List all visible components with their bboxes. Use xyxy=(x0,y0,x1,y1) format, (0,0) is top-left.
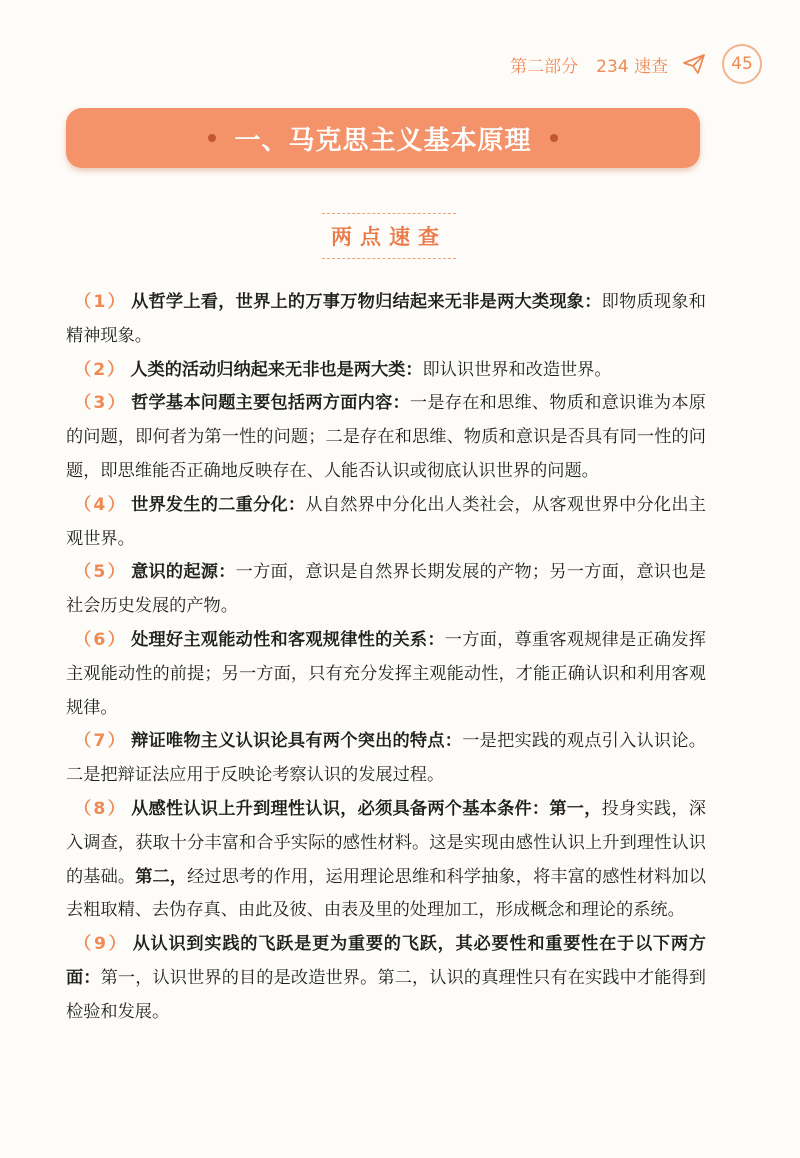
point-number: （2） xyxy=(74,359,127,380)
point-item xyxy=(66,489,706,557)
chapter-title: 一、马克思主义基本原理 xyxy=(234,125,532,156)
point-item xyxy=(66,725,706,793)
section-heading: 两点速查 xyxy=(322,213,456,259)
point-lead: 哲学基本问题主要包括两方面内容： xyxy=(131,393,410,414)
point-number: （6） xyxy=(74,629,128,650)
point-item xyxy=(66,928,706,1029)
book-label: 234 速查 xyxy=(596,56,668,77)
point-number: （7） xyxy=(74,731,128,752)
banner-dot-left xyxy=(208,134,216,142)
point-body: 一方面，意识是自然界长期发展的产物；另一方面，意识也是社会历史发展的产物。 xyxy=(66,562,706,617)
point-number: （9） xyxy=(74,934,129,955)
point-body: 投身实践，深入调查，获取十分丰富和合乎实际的感性材料。这是实现由感性认识上升到理性认识的基础。 xyxy=(66,798,706,887)
point-item xyxy=(66,286,706,354)
point-lead: 辩证唯物主义认识论具有两个突出的特点： xyxy=(131,731,463,752)
point-item xyxy=(66,387,706,488)
page-number: 45 xyxy=(722,44,762,84)
chapter-banner xyxy=(66,108,700,168)
point-body: 一方面，尊重客观规律是正确发挥主观能动性的前提；另一方面，只有充分发挥主观能动性，才能正确认识和利用客观规律。 xyxy=(66,629,706,718)
point-lead: 人类的活动归纳起来无非也是两大类： xyxy=(130,359,423,380)
point-body: 即物质现象和精神现象。 xyxy=(66,292,706,346)
point-item xyxy=(66,793,706,928)
point-lead: 处理好主观能动性和客观规律性的关系： xyxy=(131,629,445,650)
point-body: 从自然界中分化出人类社会，从客观世界中分化出主观世界。 xyxy=(66,494,706,549)
point-lead: 世界发生的二重分化： xyxy=(131,494,306,515)
point-item xyxy=(66,624,706,725)
point-number: （8） xyxy=(74,798,128,819)
point-number: （5） xyxy=(74,562,128,583)
point-lead-second: 第二， xyxy=(135,866,188,887)
point-body-second: 经过思考的作用，运用理论思维和科学抽象，将丰富的感性材料加以去粗取精、去伪存真、由此及彼、由表及里的处理加工，形成概念和理论的系统。 xyxy=(66,866,706,921)
point-lead: 从哲学上看，世界上的万事万物归结起来无非是两大类现象： xyxy=(131,292,602,312)
banner-dot-right xyxy=(550,134,558,142)
running-header xyxy=(510,44,762,84)
part-label: 第二部分 xyxy=(510,56,579,77)
point-number: （1） xyxy=(74,292,128,312)
point-lead: 从认识到实践的飞跃是更为重要的飞跃，其必要性和重要性在于以下两方面： xyxy=(66,934,706,988)
point-lead: 意识的起源： xyxy=(131,562,236,583)
point-body: 一是把实践的观点引入认识论。二是把辩证法应用于反映论考察认识的发展过程。 xyxy=(66,731,706,786)
point-body: 一是存在和思维、物质和意识谁为本原的问题，即何者为第一性的问题；二是存在和思维、物质和意识是否具有同一性的问题，即思维能否正确地反映存在、人能否认识或彻底认识世界的问题。 xyxy=(66,393,706,481)
point-lead: 从感性认识上升到理性认识，必须具备两个基本条件：第一， xyxy=(131,798,602,819)
point-item xyxy=(66,354,706,388)
point-body: 即认识世界和改造世界。 xyxy=(422,359,612,380)
points-list xyxy=(66,286,706,1030)
point-number: （3） xyxy=(74,393,128,414)
point-body: 第一，认识世界的目的是改造世界。第二，认识的真理性只有在实践中才能得到检验和发展。 xyxy=(66,967,706,1022)
paper-plane-icon xyxy=(682,52,706,76)
point-item xyxy=(66,556,706,624)
point-number: （4） xyxy=(74,494,128,515)
